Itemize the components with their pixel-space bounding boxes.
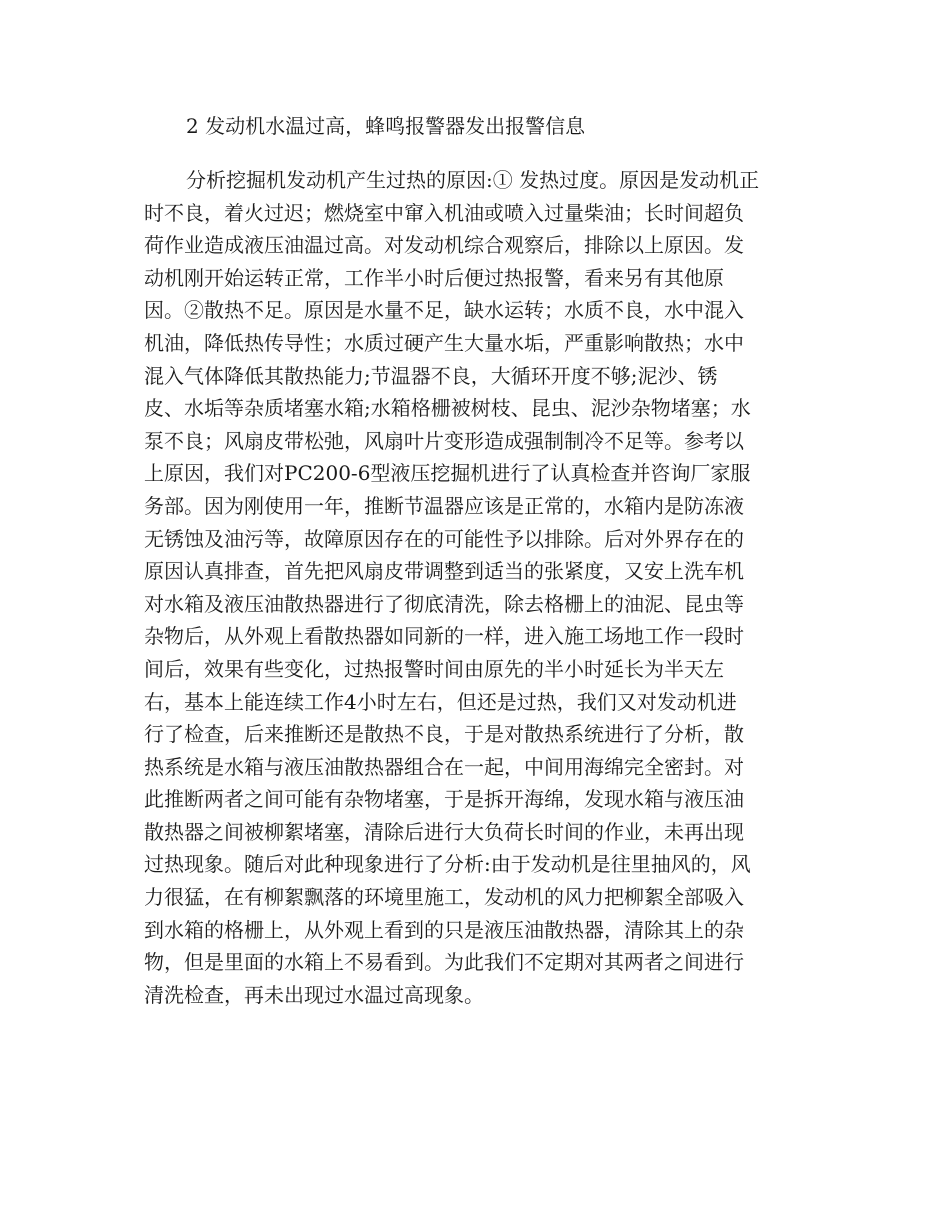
paragraph-line: 热系统是水箱与液压油散热器组合在一起，中间用海绵完全密封。对 <box>144 754 744 779</box>
paragraph-line: 荷作业造成液压油温过高。对发动机综合观察后，排除以上原因。发 <box>144 233 744 258</box>
paragraph-line: 分析挖掘机发动机产生过热的原因:① 发热过度。原因是发动机正 <box>186 168 760 192</box>
paragraph-line: 物，但是里面的水箱上不易看到。为此我们不定期对其两者之间进行 <box>144 950 744 975</box>
paragraph-line: 泵不良；风扇皮带松弛，风扇叶片变形造成强制制冷不足等。参考以 <box>144 428 744 453</box>
paragraph-line: 上原因，我们对PC200-6型液压挖掘机进行了认真检查并咨询厂家服 <box>144 461 751 486</box>
body-paragraph <box>144 164 812 1011</box>
paragraph-line: 右，基本上能连续工作4小时左右，但还是过热，我们又对发动机进 <box>144 689 737 714</box>
paragraph-line: 皮、水垢等杂质堵塞水箱;水箱格栅被树枝、昆虫、泥沙杂物堵塞；水 <box>144 396 751 421</box>
paragraph-line: 力很猛，在有柳絮飘落的环境里施工，发动机的风力把柳絮全部吸入 <box>144 885 744 910</box>
section-heading: 2 发动机水温过高，蜂鸣报警器发出报警信息 <box>186 114 586 138</box>
paragraph-line: 动机刚开始运转正常，工作半小时后便过热报警，看来另有其他原 <box>144 265 724 290</box>
paragraph-line: 对水箱及液压油散热器进行了彻底清洗，除去格栅上的油泥、昆虫等 <box>144 591 744 616</box>
paragraph-line: 务部。因为刚使用一年，推断节温器应该是正常的，水箱内是防冻液 <box>144 493 744 518</box>
paragraph-line: 机油，降低热传导性；水质过硬产生大量水垢，严重影响散热；水中 <box>144 330 744 355</box>
paragraph-line: 间后，效果有些变化，过热报警时间由原先的半小时延长为半天左 <box>144 656 724 681</box>
paragraph-line: 原因认真排查，首先把风扇皮带调整到适当的张紧度，又安上洗车机 <box>144 559 744 584</box>
paragraph-line: 无锈蚀及油污等，故障原因存在的可能性予以排除。后对外界存在的 <box>144 526 744 551</box>
paragraph-line: 因。②散热不足。原因是水量不足，缺水运转；水质不良，水中混入 <box>144 298 744 323</box>
paragraph-line: 行了检查，后来推断还是散热不良，于是对散热系统进行了分析，散 <box>144 722 744 747</box>
paragraph-line: 时不良，着火过迟；燃烧室中窜入机油或喷入过量柴油；长时间超负 <box>144 200 744 225</box>
paragraph-line: 过热现象。随后对此种现象进行了分析:由于发动机是往里抽风的，风 <box>144 852 751 877</box>
paragraph-line: 到水箱的格栅上，从外观上看到的只是液压油散热器，清除其上的杂 <box>144 917 744 942</box>
paragraph-line: 散热器之间被柳絮堵塞，清除后进行大负荷长时间的作业，未再出现 <box>144 819 744 844</box>
paragraph-line: 清洗检查，再未出现过水温过高现象。 <box>144 982 484 1007</box>
paragraph-line: 混入气体降低其散热能力;节温器不良，大循环开度不够;泥沙、锈 <box>144 363 718 388</box>
paragraph-line: 杂物后，从外观上看散热器如同新的一样，进入施工场地工作一段时 <box>144 624 744 649</box>
paragraph-line: 此推断两者之间可能有杂物堵塞，于是拆开海绵，发现水箱与液压油 <box>144 787 744 812</box>
